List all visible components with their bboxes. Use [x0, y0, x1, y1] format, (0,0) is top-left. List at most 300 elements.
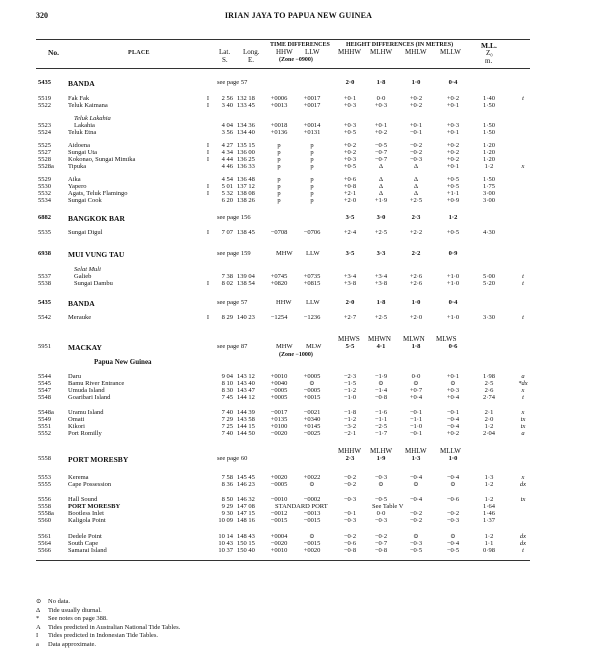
row-mean-level: 1·50	[483, 176, 495, 183]
row-note: dx	[519, 540, 527, 547]
header-ml-z: Z₀	[486, 49, 493, 57]
row-height-2: −1·4	[374, 387, 388, 394]
row-height-1: 2·0	[345, 299, 355, 306]
row-place: Sungai Dambu	[74, 280, 113, 287]
row-mean-level: 1·46	[483, 510, 495, 517]
row-note: *dx	[518, 380, 528, 387]
row-number: 5564	[38, 540, 51, 547]
row-place: MACKAY	[68, 343, 102, 352]
row-height-2: ⊙	[378, 481, 384, 488]
row-time-diff-llw: p	[310, 163, 314, 170]
header-rule-bottom	[36, 68, 530, 69]
row-place: Dedele Point	[68, 533, 102, 540]
row-mean-level: 5·00	[483, 273, 495, 280]
row-longitude: 144 50	[237, 430, 255, 437]
header-lat: Lat.	[219, 48, 231, 56]
row-c2: 1·9	[376, 455, 386, 462]
row-height-4: +0·1	[446, 373, 460, 380]
row-height-4: −0·4	[446, 474, 460, 481]
row-height-3: +2·0	[409, 314, 423, 321]
row-height-2: 0·0	[376, 95, 386, 102]
row-time-diff-hhw: −0010	[270, 496, 288, 503]
row-time-diff-llw: +0340	[303, 416, 321, 423]
row-height-3: −1·0	[409, 423, 423, 430]
row-height-1: −3·2	[343, 423, 357, 430]
row-place: Teluk Kaimana	[68, 102, 108, 109]
row-time-diff-llw: p	[310, 190, 314, 197]
row-height-4: −0·6	[446, 496, 460, 503]
row-note: x	[521, 409, 525, 416]
row-number: 5556	[38, 496, 51, 503]
row-latitude: 10 43	[218, 540, 233, 547]
row-source: I	[206, 156, 210, 163]
row-height-4: −0·4	[446, 416, 460, 423]
header-llw: LLW	[305, 48, 320, 56]
row-place: Merauke	[68, 314, 92, 321]
row-number: 5519	[38, 95, 51, 102]
row-longitude: 132 18	[237, 95, 255, 102]
header-long-unit: E.	[248, 56, 255, 64]
moresby-head-mhlw: MHLW	[405, 447, 427, 455]
row-height-4: +0·1	[446, 102, 460, 109]
row-longitude: 136 00	[237, 149, 255, 156]
row-time-diff-llw: −0013	[303, 510, 321, 517]
row-longitude: 147 15	[237, 510, 255, 517]
legend-symbol: I	[36, 632, 39, 640]
row-height-2: −0·5	[374, 142, 388, 149]
row-place: BANDA	[68, 79, 95, 88]
row-height-4: −0·1	[446, 409, 460, 416]
row-latitude: 4 54	[221, 176, 233, 183]
row-number: 5527	[38, 149, 51, 156]
row-place: MUI VUNG TAU	[68, 250, 125, 259]
row-height-4: +0·3	[446, 387, 460, 394]
row-longitude: 136 48	[237, 176, 255, 183]
row-height-1: −1·2	[343, 416, 357, 423]
row-time-diff-hhw: +0013	[270, 102, 288, 109]
row-height-3: −0·2	[409, 517, 423, 524]
row-height-3: +2·5	[409, 197, 423, 204]
row-reference: see page 87	[217, 343, 248, 350]
row-mean-level: 3·00	[483, 197, 495, 204]
row-place: BANGKOK BAR	[68, 214, 125, 223]
row-latitude: 4 46	[221, 163, 233, 170]
row-height-1: +0·1	[343, 95, 357, 102]
row-height-3: −0·1	[409, 430, 423, 437]
row-place: Teluk Etna	[68, 129, 97, 136]
header-mhlw: MHLW	[405, 48, 427, 56]
row-height-4: 1·2	[448, 214, 458, 221]
row-mean-level: 1·2	[484, 533, 494, 540]
legend-text: Data approximate.	[48, 640, 97, 648]
row-longitude: 134 36	[237, 122, 255, 129]
row-time-diff-hhw: p	[277, 190, 281, 197]
row-place: PORT MORESBY	[68, 503, 121, 510]
legend-symbol: Δ	[36, 606, 41, 614]
row-c4: 1·0	[448, 455, 458, 462]
row-latitude: 10 37	[218, 547, 233, 554]
row-height-1: +2·0	[343, 197, 357, 204]
row-time-diff-hhw: see page 57	[217, 79, 248, 86]
legend-symbol: a	[36, 640, 39, 648]
row-longitude: 147 08	[237, 503, 255, 510]
row-height-2: 1·8	[376, 79, 386, 86]
row-time-diff-llw: −0015	[303, 540, 321, 547]
row-height-2: 1·8	[376, 299, 386, 306]
row-place: BANDA	[68, 299, 95, 308]
row-time-diff-llw: p	[310, 149, 314, 156]
row-height-2: −0·5	[374, 496, 388, 503]
row-note: x	[521, 474, 525, 481]
row-source: I	[206, 183, 210, 190]
row-time-diff-hhw: +0020	[270, 474, 288, 481]
header-long: Long.	[243, 48, 260, 56]
row-time-diff-llw: ⊙	[309, 481, 315, 488]
row-time-diff-hhw: +0820	[270, 280, 288, 287]
row-height-2: Δ	[378, 183, 384, 190]
row-number: 5552	[38, 430, 51, 437]
row-time-diff-hhw: +0010	[270, 547, 288, 554]
mackay-head-mhws: MHWS	[338, 335, 360, 343]
row-height-4: 0·4	[448, 79, 458, 86]
row-time-diff-hhw: +0135	[270, 416, 288, 423]
row-height-1: +0·2	[343, 149, 357, 156]
row-time-diff-llw: p	[310, 142, 314, 149]
row-height-3: −1·1	[409, 416, 423, 423]
row-height-4: +0·2	[446, 430, 460, 437]
row-number: 5951	[38, 343, 51, 350]
row-mhw: MHW	[276, 343, 293, 350]
row-longitude: 150 15	[237, 540, 255, 547]
row-latitude: 10 09	[218, 517, 233, 524]
row-height-4: +0·5	[446, 183, 460, 190]
row-mean-level: 2·0	[484, 416, 494, 423]
row-height-3: +0·2	[409, 95, 423, 102]
row-time-diff-hhw: see page 57	[217, 299, 248, 306]
row-height-4: +1·0	[446, 280, 460, 287]
row-height-4: 0·4	[448, 299, 458, 306]
row-height-4: +0·2	[446, 142, 460, 149]
header-no: No.	[48, 48, 60, 57]
row-longitude: 138 08	[237, 190, 255, 197]
row-number: 5534	[38, 197, 51, 204]
row-mean-level: 1·20	[483, 142, 495, 149]
row-note: t	[522, 273, 524, 280]
row-height-2: See Table V	[372, 503, 404, 510]
row-height-4: +0·5	[446, 229, 460, 236]
row-time-diff-hhw: see page 156	[217, 214, 251, 221]
row-number: 5529	[38, 176, 51, 183]
row-time-diff-hhw: +0100	[270, 423, 288, 430]
row-longitude: 136 25	[237, 156, 255, 163]
row-time-diff-hhw: +0004	[270, 533, 288, 540]
legend-text: Tide usually diurnal.	[48, 606, 102, 614]
page-number: 320	[36, 11, 48, 20]
row-place: Yapero	[68, 183, 87, 190]
row-mean-level: 1·20	[483, 156, 495, 163]
row-time-diff-hhw: p	[277, 197, 281, 204]
legend-text: Tides predicted in Australian National Tide Tables.	[48, 623, 181, 631]
row-height-1: −0·2	[343, 481, 357, 488]
row-height-1: +0·3	[343, 102, 357, 109]
row-place: Aika	[68, 176, 81, 183]
header-hhw: HHW	[276, 48, 293, 56]
row-source: I	[206, 142, 210, 149]
row-note: dx	[519, 481, 527, 488]
row-time-diff-llw: +0022	[303, 474, 321, 481]
row-time-diff-hhw: p	[277, 176, 281, 183]
row-place: Omati	[68, 416, 85, 423]
mackay-head-mlws: MLWS	[436, 335, 457, 343]
header-ml: M.L.	[481, 41, 497, 50]
row-time-diff-llw: +0014	[303, 122, 321, 129]
row-mean-level: 1·75	[483, 183, 495, 190]
row-longitude: 135 15	[237, 142, 255, 149]
row-height-2: +0·3	[374, 102, 388, 109]
row-time-diff-hhw: p	[277, 142, 281, 149]
row-latitude: 8 30	[221, 387, 233, 394]
row-time-diff-llw: +0020	[303, 547, 321, 554]
row-number: 5523	[38, 122, 51, 129]
row-latitude: 3 56	[221, 129, 233, 136]
row-height-3: ⊙	[413, 380, 419, 387]
row-height-2: +0·1	[374, 122, 388, 129]
row-time-diff-hhw: STANDARD PORT	[275, 503, 328, 510]
row-time-diff-hhw: −0020	[270, 540, 288, 547]
row-time-diff-llw: +0015	[303, 394, 321, 401]
row-height-3: −0·4	[409, 496, 423, 503]
row-height-3: −0·3	[409, 540, 423, 547]
row-reference: see page 60	[217, 455, 248, 462]
row-height-3: 1·0	[411, 299, 421, 306]
row-height-2: −1·1	[374, 416, 388, 423]
row-height-1: −2·1	[343, 430, 357, 437]
row-latitude: 9 30	[221, 510, 233, 517]
row-longitude: 146 23	[237, 481, 255, 488]
row-height-3: −0·4	[409, 474, 423, 481]
row-time-diff-llw: −0002	[303, 496, 321, 503]
row-longitude: 144 15	[237, 423, 255, 430]
row-number: 5561	[38, 533, 51, 540]
row-height-3: Δ	[413, 183, 419, 190]
row-number: 5558	[38, 455, 51, 462]
row-mean-level: 2·04	[483, 430, 495, 437]
moresby-head-mhhw: MHHW	[338, 447, 361, 455]
row-mean-level: 5·20	[483, 280, 495, 287]
row-longitude: 138 45	[237, 229, 255, 236]
row-mean-level: 1·98	[483, 373, 495, 380]
row-mean-level: 3·30	[483, 314, 495, 321]
row-time-diff-llw: ⊙	[309, 380, 315, 387]
header-lat-unit: S.	[222, 56, 228, 64]
row-place: Bamu River Entrance	[68, 380, 125, 387]
row-time-diff-hhw: +0745	[270, 273, 288, 280]
row-time-diff-llw: −0015	[303, 517, 321, 524]
row-height-3: −0·1	[409, 129, 423, 136]
legend-symbol: *	[36, 615, 40, 623]
row-height-2: −1·7	[374, 430, 388, 437]
row-longitude: 148 16	[237, 517, 255, 524]
row-height-3: 1·0	[411, 79, 421, 86]
row-height-3: 2·2	[411, 250, 421, 257]
row-mean-level: 1·2	[484, 481, 494, 488]
row-mean-level: 1·3	[484, 474, 494, 481]
row-height-4: −0·5	[446, 547, 460, 554]
row-latitude: 8 10	[221, 380, 233, 387]
row-note: a	[521, 430, 525, 437]
row-longitude: 144 12	[237, 394, 255, 401]
row-height-1: −1·0	[343, 394, 357, 401]
row-latitude: 7 58	[221, 474, 233, 481]
row-height-4: −0·3	[446, 517, 460, 524]
row-place: Sungai Uta	[68, 149, 98, 156]
row-height-2: +3·8	[374, 280, 388, 287]
row-height-1: 2·0	[345, 79, 355, 86]
row-height-1: +0·8	[343, 183, 357, 190]
row-height-2: −0·7	[374, 149, 388, 156]
row-height-2: 3·0	[376, 214, 386, 221]
row-mean-level: 2·5	[484, 380, 494, 387]
row-mean-level: 2·74	[483, 394, 495, 401]
row-height-3: −0·2	[409, 149, 423, 156]
row-time-diff-llw: +0017	[303, 102, 321, 109]
row-latitude: 7 25	[221, 423, 233, 430]
row-number: 5530	[38, 183, 51, 190]
row-height-1: −0·1	[343, 510, 357, 517]
row-latitude: 5 01	[221, 183, 233, 190]
row-latitude: 5 32	[221, 190, 233, 197]
row-place: Bootless Inlet	[68, 510, 104, 517]
row-height-4: +0·1	[446, 163, 460, 170]
row-latitude: 8 29	[221, 314, 233, 321]
row-mean-level: 0·98	[483, 547, 495, 554]
row-height-1: −0·8	[343, 547, 357, 554]
row-latitude: 3 40	[221, 102, 233, 109]
header-mhhw: MHHW	[338, 48, 361, 56]
row-mean-level: 1·1	[484, 540, 494, 547]
row-time-diff-hhw: see page 159	[217, 250, 251, 257]
row-height-2: +2·5	[374, 229, 388, 236]
row-latitude: 8 02	[221, 280, 233, 287]
row-time-diff-hhw: p	[277, 163, 281, 170]
row-note: t	[522, 547, 524, 554]
row-source: I	[206, 190, 210, 197]
row-height-1: −0·2	[343, 474, 357, 481]
row-height-1: +0·3	[343, 122, 357, 129]
row-height-4: +1·0	[446, 314, 460, 321]
row-note: tx	[520, 416, 526, 423]
mackay-zone: (Zone −1000)	[279, 352, 313, 358]
row-height-3: +2·6	[409, 273, 423, 280]
row-place: Lakahia	[74, 122, 95, 129]
row-height-3: +0·7	[409, 387, 423, 394]
row-longitude: 139 04	[237, 273, 255, 280]
row-place: PORT MORESBY	[68, 455, 129, 464]
row-longitude: 133 45	[237, 102, 255, 109]
row-mean-level: 1·50	[483, 102, 495, 109]
row-time-diff-hhw: −0012	[270, 510, 288, 517]
row-number: 5435	[38, 79, 51, 86]
row-source: I	[206, 314, 210, 321]
row-height-4: +0·2	[446, 156, 460, 163]
row-height-4: +0·2	[446, 149, 460, 156]
row-latitude: 4 04	[221, 122, 233, 129]
row-height-3: −0·3	[409, 156, 423, 163]
row-longitude: 150 40	[237, 547, 255, 554]
row-mean-level: 4·30	[483, 229, 495, 236]
row-longitude: 143 12	[237, 373, 255, 380]
header-place: PLACE	[128, 50, 150, 56]
row-place: South Cape	[68, 540, 99, 547]
row-height-1: +0·5	[343, 129, 357, 136]
row-c3: 1·3	[411, 455, 421, 462]
row-number: 5535	[38, 229, 51, 236]
row-source: I	[206, 280, 210, 287]
row-number: 5558a	[38, 510, 54, 517]
row-height-4: −0·4	[446, 540, 460, 547]
row-place: Sungai Digul	[68, 229, 103, 236]
row-height-2: −0·8	[374, 547, 388, 554]
row-place: Cape Possession	[68, 481, 112, 488]
header-time-differences: TIME DIFFERENCES	[270, 42, 330, 48]
row-number: 5532	[38, 190, 51, 197]
row-height-2: −2·5	[374, 423, 388, 430]
row-time-diff-llw: +0815	[303, 280, 321, 287]
row-height-2: Δ	[378, 176, 384, 183]
row-height-3: 2·3	[411, 214, 421, 221]
row-number: 5435	[38, 299, 51, 306]
row-time-diff-hhw: +0136	[270, 129, 288, 136]
row-height-2: −0·2	[374, 533, 388, 540]
row-height-3: −0·2	[409, 142, 423, 149]
page-title: IRIAN JAYA TO PAPUA NEW GUINEA	[224, 11, 373, 20]
row-place: Aidoena	[68, 142, 91, 149]
row-height-1: −1·5	[343, 380, 357, 387]
row-latitude: 9 29	[221, 503, 233, 510]
row-longitude: 148 43	[237, 533, 255, 540]
row-time-diff-llw: p	[310, 197, 314, 204]
row-longitude: 144 39	[237, 409, 255, 416]
row-height-2: +1·9	[374, 197, 388, 204]
row-height-4: 0·9	[448, 250, 458, 257]
row-height-1: −0·3	[343, 517, 357, 524]
row-number: 5544	[38, 373, 51, 380]
row-place: Uramu Island	[68, 409, 104, 416]
row-time-diff-hhw: p	[277, 149, 281, 156]
row-ref-label-2: LLW	[306, 299, 320, 306]
row-height-1: 3·5	[345, 214, 355, 221]
row-note: t	[522, 95, 524, 102]
row-place: Samarai Island	[68, 547, 107, 554]
row-height-2: 3·3	[376, 250, 386, 257]
row-longitude: 143 47	[237, 387, 255, 394]
row-height-1: 3·5	[345, 250, 355, 257]
row-height-3: Δ	[413, 190, 419, 197]
legend-text: Tides predicted in Indonesian Tide Tables.	[48, 632, 159, 640]
row-height-4: +0·3	[446, 122, 460, 129]
row-time-diff-llw: MHW	[276, 250, 293, 257]
section-heading-papua: Papua New Guinea	[94, 358, 152, 366]
row-longitude: 134 40	[237, 129, 255, 136]
row-height-3: 0·0	[411, 373, 421, 380]
row-place: Hall Sound	[68, 496, 98, 503]
row-height-4: +0·5	[446, 176, 460, 183]
row-time-diff-llw: −0005	[303, 387, 321, 394]
row-height-1: +2·1	[343, 190, 357, 197]
row-height-1: −1·2	[343, 387, 357, 394]
header-zone: (Zone −0900)	[279, 57, 313, 63]
row-place: Sungai Cook	[68, 197, 102, 204]
